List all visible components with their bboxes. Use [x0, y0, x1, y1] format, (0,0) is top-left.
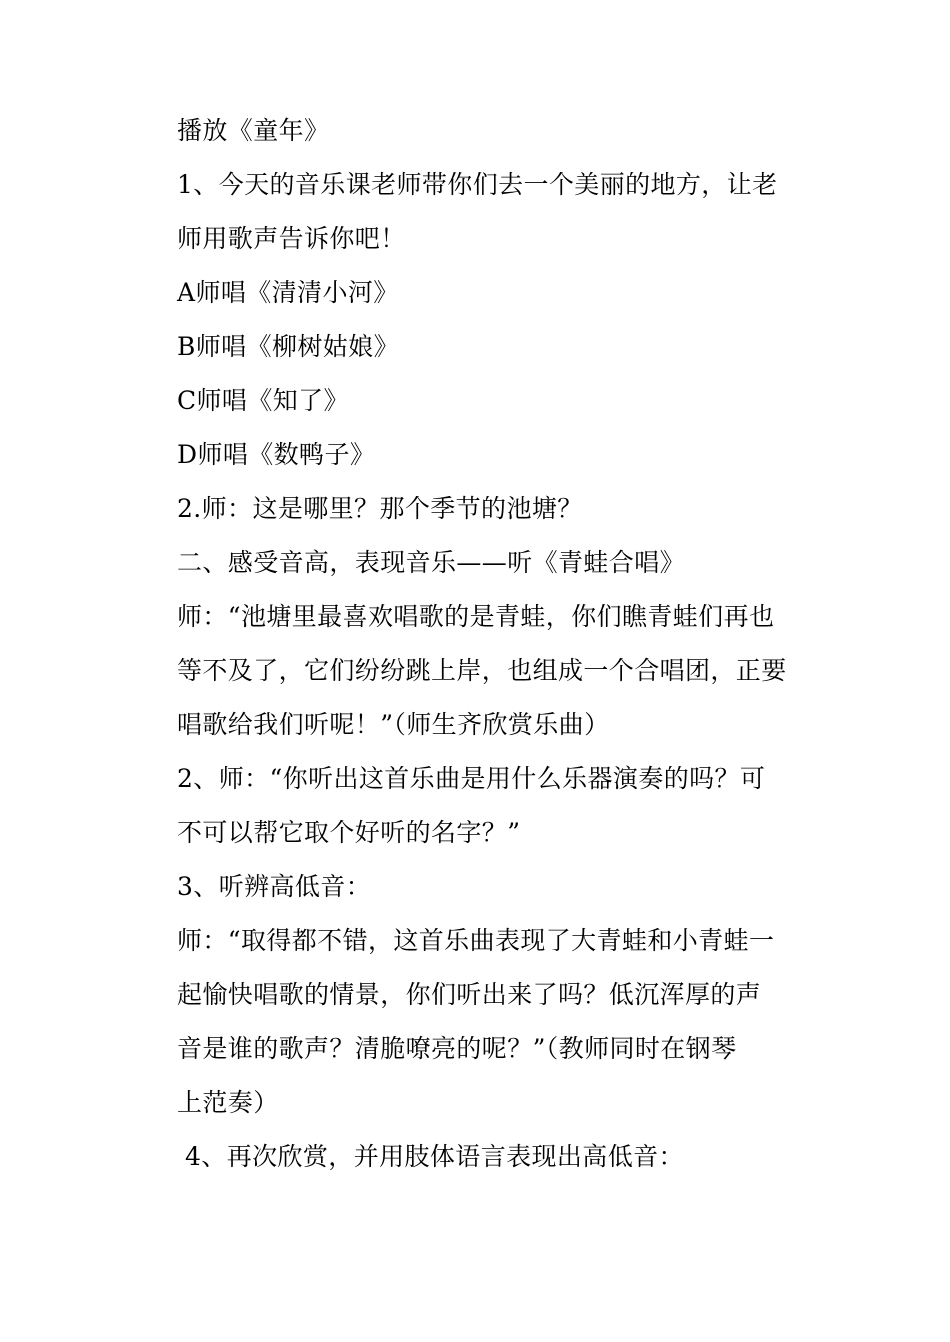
document-body — [177, 104, 787, 1184]
text-line-step-2-question: 2.师：这是哪里？那个季节的池塘？ — [177, 494, 583, 523]
text-line-teacher-praise-cont-2: 音是谁的歌声？清脆嘹亮的呢？”（教师同时在钢琴 — [177, 1034, 737, 1063]
text-line-teacher-praise-cont-3: 上范奏） — [177, 1088, 279, 1117]
text-line-teacher-praise-cont-1: 起愉快唱歌的情景，你们听出来了吗？低沉浑厚的声 — [177, 980, 762, 1009]
text-line-option-c: C师唱《知了》 — [177, 386, 349, 415]
text-line-step-4: 4、再次欣赏，并用肢体语言表现出高低音： — [185, 1142, 684, 1171]
text-line-step-2-instrument-cont: 不可以帮它取个好听的名字？” — [177, 818, 521, 847]
text-line-play-song: 播放《童年》 — [177, 116, 330, 145]
text-line-option-b: B师唱《柳树姑娘》 — [177, 332, 399, 361]
text-line-option-a: A师唱《清清小河》 — [177, 278, 399, 307]
text-line-step-1-cont: 师用歌声告诉你吧！ — [177, 224, 406, 253]
text-line-step-2-instrument: 2、师：“你听出这首乐曲是用什么乐器演奏的吗？可 — [177, 764, 766, 793]
text-line-step-1: 1、今天的音乐课老师带你们去一个美丽的地方，让老 — [177, 170, 778, 199]
text-line-option-d: D师唱《数鸭子》 — [177, 440, 376, 469]
section-heading-two: 二、感受音高，表现音乐——听《青蛙合唱》 — [177, 548, 686, 577]
text-line-step-3: 3、听辨高低音： — [177, 872, 372, 901]
text-line-teacher-intro: 师：“池塘里最喜欢唱歌的是青蛙，你们瞧青蛙们再也 — [177, 602, 775, 631]
text-line-teacher-intro-cont-2: 唱歌给我们听呢！”（师生齐欣赏乐曲） — [177, 710, 610, 739]
text-line-teacher-intro-cont-1: 等不及了，它们纷纷跳上岸，也组成一个合唱团，正要 — [177, 656, 787, 685]
text-line-teacher-praise: 师：“取得都不错，这首乐曲表现了大青蛙和小青蛙一 — [177, 926, 775, 955]
